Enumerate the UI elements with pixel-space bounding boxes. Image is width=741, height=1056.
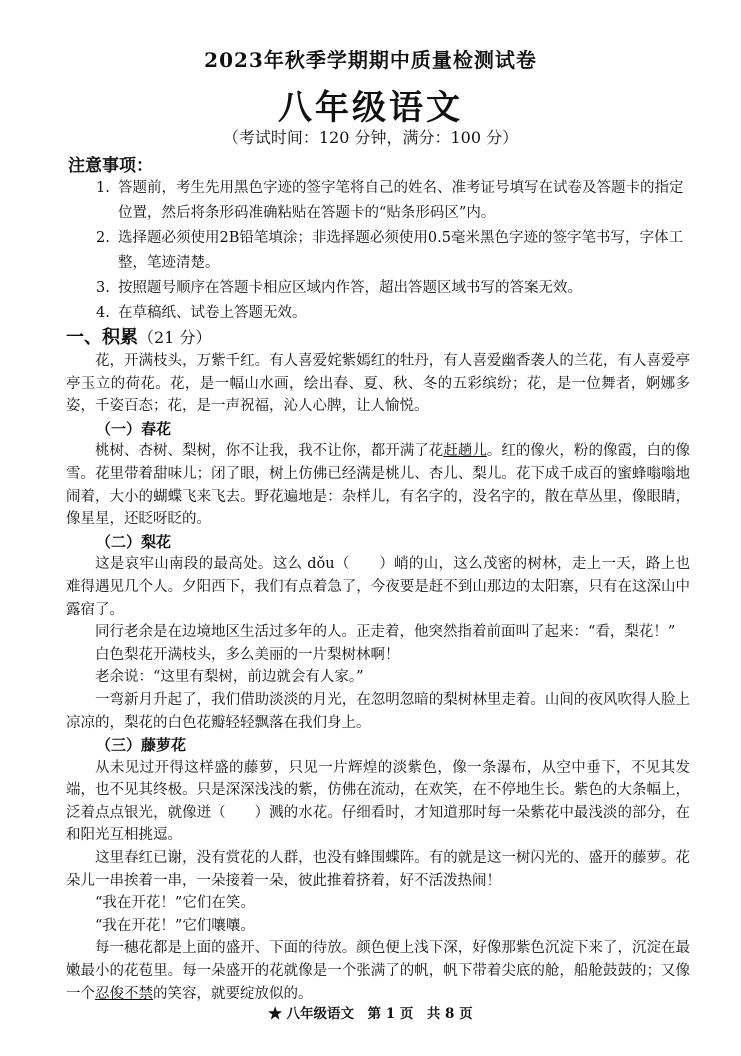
pear-paragraph: 同行老余是在边境地区生活过多年的人。正走着，他突然指着前面叫了起来：“看，梨花！” bbox=[95, 624, 676, 641]
note-text: 答题前，考生先用黑色字迹的签字笔将自己的姓名、准考证号填写在试卷及答题卡的指定位置，然后将条形码准确粘贴在答题卡的“贴条形码区”内。 bbox=[118, 180, 684, 221]
underlined-word: 忍俊不禁 bbox=[95, 985, 153, 1002]
subject-title: 八年级语文 bbox=[278, 88, 463, 128]
wisteria-paragraph bbox=[66, 937, 690, 1005]
spring-paragraph bbox=[66, 440, 690, 530]
underlined-word: 赶趟儿 bbox=[443, 443, 487, 460]
note-item bbox=[96, 276, 686, 301]
text-span: 的笑容，就要绽放似的。 bbox=[153, 985, 313, 1002]
notes-list bbox=[96, 176, 686, 326]
wisteria-paragraph: 这里春红已谢，没有赏花的人群，也没有蜂围蝶阵。有的就是这一树闪光的、盛开的藤萝。花朵儿一串挨着一串，一朵接着一朵，彼此推着挤着，好不活泼热闹！ bbox=[66, 850, 690, 889]
exam-info: （考试时间：120 分钟，满分：100 分） bbox=[222, 128, 519, 147]
note-number: 2. bbox=[96, 230, 110, 246]
note-text: 在草稿纸、试卷上答题无效。 bbox=[118, 305, 307, 321]
intro-paragraph: 花，开满枝头，万紫千红。有人喜爱姹紫嫣红的牡丹，有人喜爱幽香袭人的兰花，有人喜爱亭亭玉立的荷花。花，是一幅山水画，绘出春、夏、秋、冬的五彩缤纷；花，是一位舞者，婀娜多姿，千姿百态；花，是一声祝福，沁人心脾，让人愉悦。 bbox=[66, 353, 690, 415]
text-span: 每一穗花都是上面的盛开、下面的待放。颜色便上浅下深，好像那紫色沉淀下来了，沉淀在最嫩最小的花苞里。每一朵盛开的花就像是一个张满了的帆，帆下带着尖底的舱，船舱鼓鼓的；又像一个 bbox=[66, 940, 690, 1002]
pear-paragraph: 一弯新月升起了，我们借助淡淡的月光，在忽明忽暗的梨树林里走着。山间的夜风吹得人脸上凉凉的，梨花的白色花瓣轻轻飘落在我们身上。 bbox=[66, 691, 690, 731]
section-points: （21 分） bbox=[138, 328, 212, 347]
section-title: 一、积累 bbox=[66, 327, 138, 348]
wisteria-paragraph: “我在开花！”它们在笑。 bbox=[95, 895, 255, 912]
text-span: 桃树、杏树、梨树，你不让我，我不让你，都开满了花 bbox=[95, 443, 444, 460]
note-text: 按照题号顺序在答题卡相应区域内作答，超出答题区域书写的答案无效。 bbox=[118, 280, 582, 296]
note-text: 选择题必须使用2B铅笔填涂；非选择题必须使用0.5毫米黑色字迹的签字笔书写，字体工整，笔迹清楚。 bbox=[118, 230, 683, 271]
notes-heading: 注意事项： bbox=[68, 156, 153, 176]
wisteria-paragraph: “我在开花！”它们嚷嚷。 bbox=[95, 917, 255, 934]
pear-paragraph: 这是哀牢山南段的最高处。这么 dǒu（ ）峭的山，这么茂密的树林，走上一天，路上也难得遇见几个人。夕阳西下，我们有点着急了，今夜要是赶不到山那边的太阳寨，只有在这深山中露宿了。 bbox=[66, 556, 690, 618]
wisteria-paragraph: 从未见过开得这样盛的藤萝，只见一片辉煌的淡紫色，像一条瀑布，从空中垂下，不见其发端，也不见其终极。只是深深浅浅的紫，仿佛在流动，在欢笑，在不停地生长。紫色的大条幅上，泛着点点银光，就像迸（ ）溅的水花。仔细看时，才知道那时每一朵紫花中最浅淡的部分，在和阳光互相挑逗。 bbox=[66, 759, 690, 844]
note-item bbox=[96, 176, 686, 226]
page-footer: ★ 八年级语文 第 1 页 共 8 页 bbox=[268, 1006, 473, 1022]
passage bbox=[66, 350, 690, 1005]
text-span: 。红的像火，粉的像霞，白的像雪。花里带着甜味儿；闭了眼，树上仿佛已经满是桃儿、杏儿、梨儿。花下成千成百的蜜蜂嗡嗡地闹着，大小的蝴蝶飞来飞去。野花遍地是：杂样儿，有名字的，没名字的，散在草丛里，像眼睛，像星星，还眨呀眨的。 bbox=[66, 443, 691, 528]
note-number: 1. bbox=[96, 180, 110, 196]
exam-title: 2023年秋季学期期中质量检测试卷 bbox=[204, 48, 537, 72]
subsection-title-wisteria: （三）藤萝花 bbox=[96, 736, 187, 755]
note-item bbox=[96, 226, 686, 276]
section-heading bbox=[66, 323, 211, 349]
subsection-title-pear: （二）梨花 bbox=[96, 532, 172, 551]
note-number: 3. bbox=[96, 280, 110, 296]
pear-paragraph: 老余说：“这里有梨树，前边就会有人家。” bbox=[95, 669, 364, 686]
subsection-title-spring: （一）春花 bbox=[96, 419, 172, 438]
pear-paragraph: 白色梨花开满枝头，多么美丽的一片梨树林啊！ bbox=[95, 646, 400, 663]
note-number: 4. bbox=[96, 305, 110, 321]
